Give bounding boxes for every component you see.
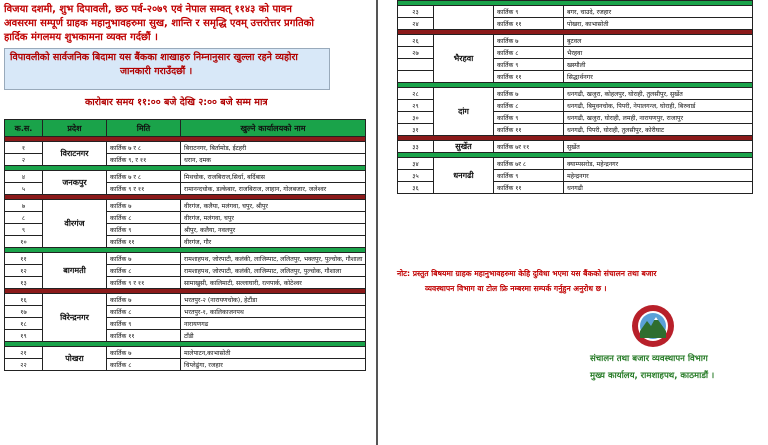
note-line-2: व्यवस्थापन विभाग वा टोल फ्रि नम्बरमा सम्पर्क गर्नुहुन अनुरोध छ ।: [425, 284, 607, 293]
row-offices: बगर, चाउदे, रजहार: [564, 6, 753, 18]
province-cell: विरेन्द्रनगर: [43, 294, 107, 342]
row-sn: २२: [5, 359, 43, 371]
row-sn: ३६: [398, 182, 434, 194]
row-date: कार्तिक ८: [107, 359, 181, 371]
row-offices: क्याम्पसरोड, महेन्द्रनगर: [564, 158, 753, 170]
row-sn: १९: [5, 330, 43, 342]
row-offices: रामानन्दचोक, डल्केबार, राजबिराज, लाहान, गोलबजार, जलेश्वर: [181, 183, 366, 195]
table-row: [398, 88, 753, 100]
row-offices: बिराटनगर, बिर्तामोड, ईटहरी: [181, 142, 366, 154]
row-offices: मिथचोक, राजबिराज,सिर्धा, बर्दिबास: [181, 171, 366, 183]
row-offices: भरतपुर-१, कालिकाजनपथ: [181, 306, 366, 318]
bank-logo-icon: [631, 304, 675, 348]
row-offices: धनगढी, पिपरी, घोराही, तुलसीपुर, कोरीघाट: [564, 124, 753, 136]
row-sn: १०: [5, 236, 43, 248]
table-row: [5, 294, 366, 306]
row-offices: टाँडी: [181, 330, 366, 342]
row-sn: ३३: [398, 141, 434, 153]
signature-department: संचालन तथा बजार व्यवस्थापन विभाग: [590, 354, 708, 364]
row-date: कार्तिक ८: [107, 306, 181, 318]
row-sn: २६: [398, 35, 434, 47]
row-offices: धरान, दमक: [181, 154, 366, 166]
row-offices: धनगढी, खजुरा, घोराही, लमही, नारायणपुर, राजापुर: [564, 112, 753, 124]
table-row: [398, 141, 753, 153]
row-sn: १७: [5, 306, 43, 318]
province-cell: [434, 6, 494, 30]
row-sn: ८: [5, 212, 43, 224]
row-sn: २१: [5, 347, 43, 359]
table-row: [398, 35, 753, 47]
row-offices: महेन्द्रनगर: [564, 170, 753, 182]
row-date: कार्तिक ७: [107, 347, 181, 359]
province-cell: विराटनगर: [43, 142, 107, 166]
row-date: कार्तिक ९: [494, 6, 564, 18]
row-offices: वीरगंज, गौर: [181, 236, 366, 248]
row-sn: २३: [398, 6, 434, 18]
row-sn: २९: [398, 100, 434, 112]
row-date: कार्तिक ११: [107, 330, 181, 342]
row-offices: भरतपुर-२ (नारायणचोक), हेटौंडा: [181, 294, 366, 306]
row-sn: ७: [5, 200, 43, 212]
header-sn: क.स.: [5, 120, 43, 137]
row-date: कार्तिक ७ र ८: [107, 171, 181, 183]
row-offices: रामशाहपथ, जोरपाटी, कलंकी, लाजिम्पाट, ललितपुर, पुल्चोक, गौशाला: [181, 265, 366, 277]
row-offices: धनगढी, बिमुवनचोक, पिपरी, नेपालगन्ज, घोराही, बिरुवार्ड: [564, 100, 753, 112]
table-row: [5, 142, 366, 154]
row-date: कार्तिक ९: [494, 112, 564, 124]
signature-block: [590, 351, 714, 385]
province-cell: सुर्खेत: [434, 141, 494, 153]
row-date: कार्तिक ११: [494, 124, 564, 136]
row-date: कार्तिक ८: [107, 265, 181, 277]
row-date: कार्तिक ७: [107, 253, 181, 265]
row-date: कार्तिक ९: [107, 224, 181, 236]
row-sn: १६: [5, 294, 43, 306]
row-date: कार्तिक ९: [107, 318, 181, 330]
row-sn: ९: [5, 224, 43, 236]
row-date: कार्तिक ९: [494, 59, 564, 71]
row-offices: वीरगंज, मलंगवा, चपुर: [181, 212, 366, 224]
row-date: कार्तिक ११: [494, 71, 564, 83]
note: [397, 266, 757, 296]
row-sn: ४: [5, 171, 43, 183]
row-date: कार्तिक ९: [494, 170, 564, 182]
row-offices: सिद्धार्थनगर: [564, 71, 753, 83]
note-line-1: नोट: प्रस्तुत बिषयमा ग्राहक महानुभावहरुमा केहि दुविधा भएमा यस बैंकको संचालन तथा बजार: [397, 269, 657, 278]
row-sn: ११: [5, 253, 43, 265]
greeting-line-2: अवसरमा सम्पूर्ण ग्राहक महानुभावहरुमा सुख, शान्ति र समृद्धि एवम् उत्तरोत्तर प्रगतिको: [4, 18, 314, 29]
row-offices: पोखरा, काभासोती: [564, 18, 753, 30]
row-offices: धनगढी, खजुरा, कोहलपुर, घोराही, तुलसीपुर, सुर्खेत: [564, 88, 753, 100]
row-offices: मालेपाटन,काभासोती: [181, 347, 366, 359]
table-row: [5, 347, 366, 359]
header-offices: खुल्ने कार्यालयको नाम: [181, 120, 366, 137]
row-date: कार्तिक ९, र ११: [107, 154, 181, 166]
province-cell: धनगढी: [434, 158, 494, 194]
banner-line-1: विपावलीको सार्वजनिक बिदामा यस बैंकका शाखाहरु निम्नानुसार खुल्ला रहने व्यहोरा: [10, 52, 298, 63]
column-divider: [376, 0, 378, 445]
header-date: मिति: [107, 120, 181, 137]
row-offices: धनगढी: [564, 182, 753, 194]
row-date: कार्तिक ७र ११: [494, 141, 564, 153]
province-cell: जनकपुर: [43, 171, 107, 195]
row-date: कार्तिक ७: [494, 35, 564, 47]
table-row: [398, 158, 753, 170]
row-date: कार्तिक ११: [107, 236, 181, 248]
row-offices: भैरहवा: [564, 47, 753, 59]
greeting-heading: [4, 3, 372, 45]
row-sn: १३: [5, 277, 43, 289]
table-row: [5, 171, 366, 183]
row-sn: २८: [398, 88, 434, 100]
row-offices: बुटवल: [564, 35, 753, 47]
row-date: कार्तिक ७र ८: [494, 158, 564, 170]
row-sn: १: [5, 142, 43, 154]
row-offices: सुर्खेत: [564, 141, 753, 153]
province-cell: बागमती: [43, 253, 107, 289]
province-cell: पोखरा: [43, 347, 107, 371]
row-date: कार्तिक ९ र ११: [107, 183, 181, 195]
row-offices: चिप्लेढुंगा, रजहार: [181, 359, 366, 371]
header-province: प्रदेश: [43, 120, 107, 137]
row-offices: वीरगंज, कलैया, मलंगवा, चपुर, श्रीपुर: [181, 200, 366, 212]
banner-line-2: जानकारी गराउँदछौं ।: [120, 66, 193, 77]
greeting-line-1: विजया दशमी, शुभ दिपावली, छठ पर्व-२०७९ एवं नेपाल सम्वत् ११४३ को पावन: [4, 4, 292, 15]
row-sn: १२: [5, 265, 43, 277]
row-date: कार्तिक ८: [494, 100, 564, 112]
row-date: कार्तिक ११: [494, 18, 564, 30]
row-date: कार्तिक ९ र ११: [107, 277, 181, 289]
branch-table-right: [397, 0, 753, 194]
row-date: कार्तिक ८: [494, 47, 564, 59]
row-date: कार्तिक ७ र ८: [107, 142, 181, 154]
branch-table-left: [4, 119, 366, 371]
table-row: [5, 253, 366, 265]
row-sn: [398, 59, 434, 71]
row-sn: [398, 71, 434, 83]
row-offices: नारायणगढ: [181, 318, 366, 330]
table-row: [5, 200, 366, 212]
row-date: कार्तिक ११: [494, 182, 564, 194]
business-hours: कारोबार समय ११:०० बजे देखि २:०० बजे सम्म मात्र: [85, 97, 268, 108]
province-cell: वीरगंज: [43, 200, 107, 248]
row-sn: ५: [5, 183, 43, 195]
greeting-line-3: हार्दिक मंगलमय शुभकामना व्यक्त गर्दछौं ।: [4, 32, 158, 43]
province-cell: भैरहवा: [434, 35, 494, 83]
row-date: कार्तिक ७: [107, 294, 181, 306]
row-date: कार्तिक ७: [107, 200, 181, 212]
row-sn: ३१: [398, 124, 434, 136]
table-row: [398, 6, 753, 18]
row-offices: खस्यौली: [564, 59, 753, 71]
row-sn: २: [5, 154, 43, 166]
province-cell: दांग: [434, 88, 494, 136]
row-sn: २७: [398, 47, 434, 59]
table-header-row: [5, 120, 366, 137]
row-offices: रामशाहपथ, जोरपाटी, कलंकी, लाजिम्पाट, ललितपुर, भक्तपुर, पुल्चोक, गौशाला: [181, 253, 366, 265]
row-offices: सामाखुसी, कालिमाटी, सल्लाघारी, रत्नपार्क, कोटेश्वर: [181, 277, 366, 289]
signature-office: मुख्य कार्यालय, रामशाहपथ, काठमाडौं ।: [590, 371, 715, 381]
row-date: कार्तिक ७: [494, 88, 564, 100]
row-sn: २४: [398, 18, 434, 30]
row-sn: ३०: [398, 112, 434, 124]
row-offices: श्रीपुर, कलैया, नवलपुर: [181, 224, 366, 236]
row-sn: ३४: [398, 158, 434, 170]
row-sn: ३५: [398, 170, 434, 182]
holiday-banner: [4, 48, 330, 90]
row-date: कार्तिक ८: [107, 212, 181, 224]
row-sn: १८: [5, 318, 43, 330]
